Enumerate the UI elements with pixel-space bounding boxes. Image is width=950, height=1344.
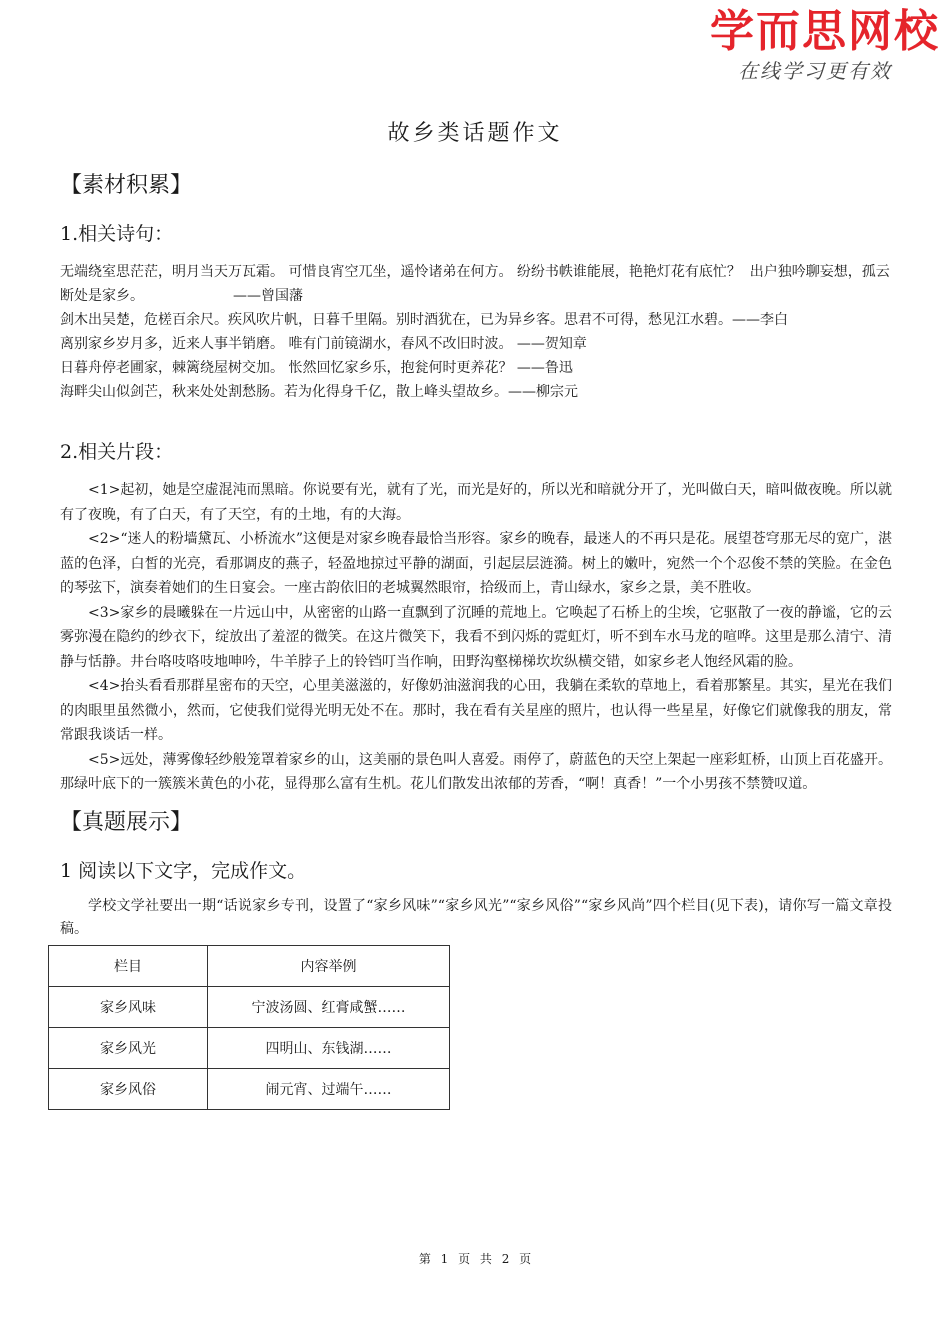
passages-heading: 2.相关片段： — [60, 441, 174, 463]
poem-line: 无端绕室思茫茫，明月当天万瓦霜。 可惜良宵空兀坐，遥怜诸弟在何方。 纷纷书帙谁能展，艳艳灯花有底忙？ 出户独吟聊妄想，孤云断处是家乡。 ——曾国藩 — [60, 264, 890, 304]
table-row — [49, 1068, 450, 1109]
document-title: 故乡类话题作文 — [387, 121, 563, 146]
table-cell: 宁波汤圆、红膏咸蟹…… — [208, 986, 450, 1027]
document-body — [60, 160, 892, 1110]
table-row — [49, 1027, 450, 1068]
task-intro: 学校文学社要出一期“话说家乡专刊，设置了“家乡风味”“家乡风光”“家乡风俗”“家乡风尚”四个栏目(见下表)，请你写一篇文章投稿。 — [60, 897, 892, 937]
table-cell: 四明山、东钱湖…… — [208, 1027, 450, 1068]
passage-list — [60, 478, 892, 797]
logo-slogan: 在线学习更有效 — [738, 59, 892, 83]
table-row — [49, 986, 450, 1027]
table-cell: 家乡风光 — [49, 1027, 208, 1068]
poem-line: 离别家乡岁月多，近来人事半销磨。 唯有门前镜湖水，春风不改旧时波。 ——贺知章 — [60, 336, 587, 352]
table-header-cell: 栏目 — [49, 945, 208, 986]
passage-paragraph: <5>远处，薄雾像轻纱般笼罩着家乡的山，这美丽的景色叫人喜爱。雨停了，蔚蓝色的天空上架起一座彩虹桥，山顶上百花盛开。那绿叶底下的一簇簇米黄色的小花，显得那么富有生机。花儿们散发出浓郁的芳香，“啊！真香！”一个小男孩不禁赞叹道。 — [60, 751, 892, 792]
table-header-cell: 内容举例 — [208, 945, 450, 986]
passage-paragraph: <1>起初，她是空虚混沌而黑暗。你说要有光，就有了光，而光是好的，所以光和暗就分开了，光叫做白天，暗叫做夜晚。所以就有了夜晚，有了白天，有了天空，有的土地，有的大海。 — [60, 482, 892, 523]
section-heading-exam: 【真题展示】 — [60, 809, 193, 835]
page-footer: 第 1 页 共 2 页 — [418, 1252, 532, 1266]
poem-list — [60, 260, 892, 404]
brand-logo — [660, 6, 940, 84]
section-heading-materials: 【素材积累】 — [60, 173, 193, 198]
poem-line: 海畔尖山似剑芒，秋来处处割愁肠。若为化得身千亿，散上峰头望故乡。——柳宗元 — [60, 384, 578, 400]
poem-line: 剑木出吴楚，危槎百余尺。疾风吹片帆，日暮千里隔。别时酒犹在，已为异乡客。思君不可得，愁见江水碧。——李白 — [60, 312, 788, 328]
passage-paragraph: <2>“迷人的粉墙黛瓦、小桥流水”这便是对家乡晚春最恰当形容。家乡的晚春，最迷人的不再只是花。展望苍穹那无尽的宽广，湛蓝的色泽，白皙的光亮，看那调皮的燕子，轻盈地掠过平静的湖面，引起层层涟漪。树上的嫩叶，宛然一个个忍俊不禁的笑脸。在金色的琴弦下，演奏着她们的生日宴会。一座古韵依旧的老城翼然眼帘，拾级而上，青山绿水，家乡之景，美不胜收。 — [60, 531, 892, 596]
column-table — [48, 945, 450, 1110]
poem-line: 日暮舟停老圃家，棘篱绕屋树交加。 怅然回忆家乡乐，抱瓮何时更养花？ ——鲁迅 — [60, 360, 573, 376]
poems-heading: 1.相关诗句： — [60, 223, 174, 245]
table-cell: 闹元宵、过端午…… — [208, 1068, 450, 1109]
table-header-row — [49, 945, 450, 986]
logo-text: 学而思网校 — [710, 6, 940, 57]
task-heading: 1 阅读以下文字，完成作文。 — [60, 859, 307, 882]
passage-paragraph: <3>家乡的晨曦躲在一片远山中，从密密的山路一直飘到了沉睡的荒地上。它唤起了石桥上的尘埃，它驱散了一夜的静谧，它的云雾弥漫在隐约的纱衣下，绽放出了羞涩的微笑。在这片微笑下，我看不到闪烁的霓虹灯，听不到车水马龙的喧哗。这里是那么清宁、清静与恬静。井台咯吱咯吱地呻吟，牛羊脖子上的铃铛叮当作响，田野沟壑梯梯坎坎纵横交错，如家乡老人饱经风霜的脸。 — [60, 604, 892, 670]
passage-paragraph: <4>抬头看看那群星密布的天空，心里美滋滋的，好像奶油滋润我的心田，我躺在柔软的草地上，看着那繁星。其实，星光在我们的肉眼里虽然微小，然而，它使我们觉得光明无处不在。那时，我在看有关星座的照片，也认得一些星星，好像它们就像我的朋友，常常跟我谈话一样。 — [60, 678, 892, 743]
table-cell: 家乡风俗 — [49, 1068, 208, 1109]
table-cell: 家乡风味 — [49, 986, 208, 1027]
